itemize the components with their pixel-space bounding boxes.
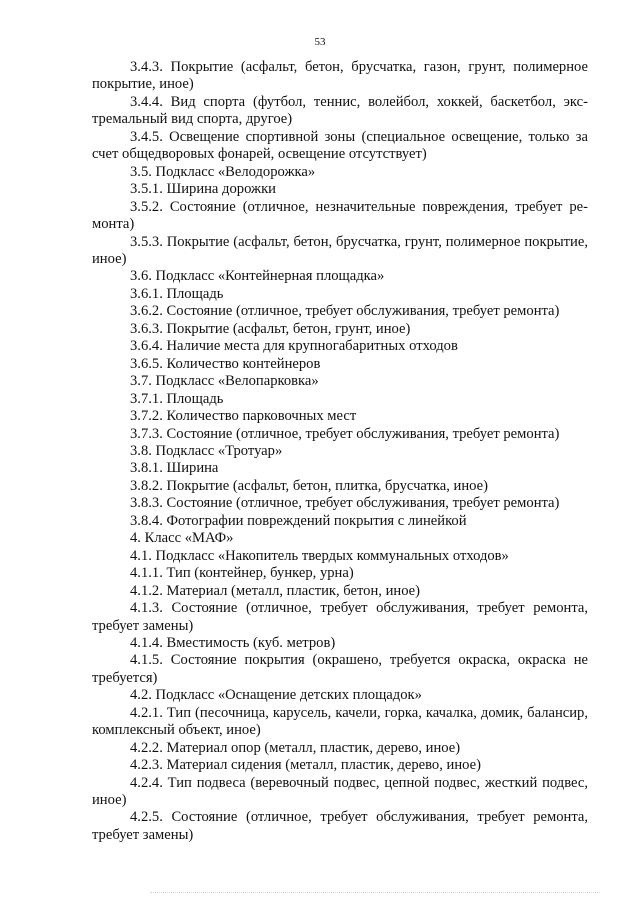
- paragraph-3-4-5: 3.4.5. Освещение спортивной зоны (специальное освещение, только за счет общедворовых фонарей, освещение отсутствует): [92, 128, 588, 163]
- paragraph-3-5-1: 3.5.1. Ширина дорожки: [130, 181, 276, 198]
- paragraph-4-2-2: 4.2.2. Материал опор (металл, пластик, дерево, иное): [130, 739, 461, 756]
- paragraph-3-8-3: 3.8.3. Состояние (отличное, требует обслуживания, требует ремонта): [130, 495, 560, 512]
- paragraph-3-5-2: 3.5.2. Состояние (отличное, незначительные повреждения, требует ремонта): [92, 198, 588, 233]
- paragraph-3-4-3: 3.4.3. Покрытие (асфальт, бетон, брусчатка, газон, грунт, полимерное покрытие, иное): [92, 59, 588, 93]
- paragraph-4-1-1: 4.1.1. Тип (контейнер, бункер, урна): [130, 565, 354, 582]
- paragraph-4-1: 4.1. Подкласс «Накопитель твердых коммунальных отходов»: [130, 547, 509, 564]
- scan-artifact-line: [150, 892, 600, 899]
- paragraph-4-2-5: 4.2.5. Состояние (отличное, требует обслуживания, требует ремонта, требует замены): [92, 809, 588, 843]
- paragraph-3-6-5: 3.6.5. Количество контейнеров: [130, 355, 321, 372]
- paragraph-3-7-2: 3.7.2. Количество парковочных мест: [130, 408, 357, 425]
- paragraph-3-7-3: 3.7.3. Состояние (отличное, требует обслуживания, требует ремонта): [130, 425, 560, 442]
- paragraph-3-8-1: 3.8.1. Ширина: [130, 460, 219, 477]
- paragraph-4-2-1: 4.2.1. Тип (песочница, карусель, качели, горка, качалка, домик, балансир, комплексный объект, иное): [92, 704, 588, 739]
- paragraph-3-7-1: 3.7.1. Площадь: [130, 390, 224, 407]
- paragraph-4: 4. Класс «МАФ»: [130, 530, 234, 547]
- document-body: [92, 59, 588, 844]
- paragraph-3-6-3: 3.6.3. Покрытие (асфальт, бетон, грунт, иное): [130, 320, 411, 337]
- paragraph-4-2: 4.2. Подкласс «Оснащение детских площадок»: [130, 687, 422, 704]
- paragraph-3-6-4: 3.6.4. Наличие места для крупногабаритных отходов: [130, 338, 458, 355]
- paragraph-3-8: 3.8. Подкласс «Тротуар»: [130, 442, 283, 459]
- paragraph-4-1-3: 4.1.3. Состояние (отличное, требует обслуживания, требует ремонта, требует замены): [92, 600, 588, 634]
- paragraph-3-5: 3.5. Подкласс «Велодорожка»: [130, 163, 316, 180]
- paragraph-4-2-3: 4.2.3. Материал сидения (металл, пластик, дерево, иное): [130, 757, 481, 774]
- paragraph-4-1-5: 4.1.5. Состояние покрытия (окрашено, требуется окраска, окраска не требуется): [92, 652, 588, 686]
- paragraph-3-4-4: 3.4.4. Вид спорта (футбол, теннис, волейбол, хоккей, баскетбол, экстремальный вид спорта, другое): [92, 93, 588, 128]
- paragraph-3-6-1: 3.6.1. Площадь: [130, 285, 224, 302]
- paragraph-3-7: 3.7. Подкласс «Велопарковка»: [130, 373, 319, 390]
- paragraph-3-6-2: 3.6.2. Состояние (отличное, требует обслуживания, требует ремонта): [130, 303, 560, 320]
- paragraph-4-1-2: 4.1.2. Материал (металл, пластик, бетон, иное): [130, 582, 421, 599]
- paragraph-4-1-4: 4.1.4. Вместимость (куб. метров): [130, 634, 336, 651]
- page-number: 53: [314, 36, 326, 48]
- paragraph-4-2-4: 4.2.4. Тип подвеса (веревочный подвес, цепной подвес, жесткий подвес, иное): [92, 774, 588, 809]
- paragraph-3-8-2: 3.8.2. Покрытие (асфальт, бетон, плитка, брусчатка, иное): [130, 477, 488, 494]
- paragraph-3-6: 3.6. Подкласс «Контейнерная площадка»: [130, 268, 385, 285]
- paragraph-3-8-4: 3.8.4. Фотографии повреждений покрытия с линейкой: [130, 512, 467, 529]
- paragraph-3-5-3: 3.5.3. Покрытие (асфальт, бетон, брусчатка, грунт, полимерное покрытие, иное): [92, 233, 588, 267]
